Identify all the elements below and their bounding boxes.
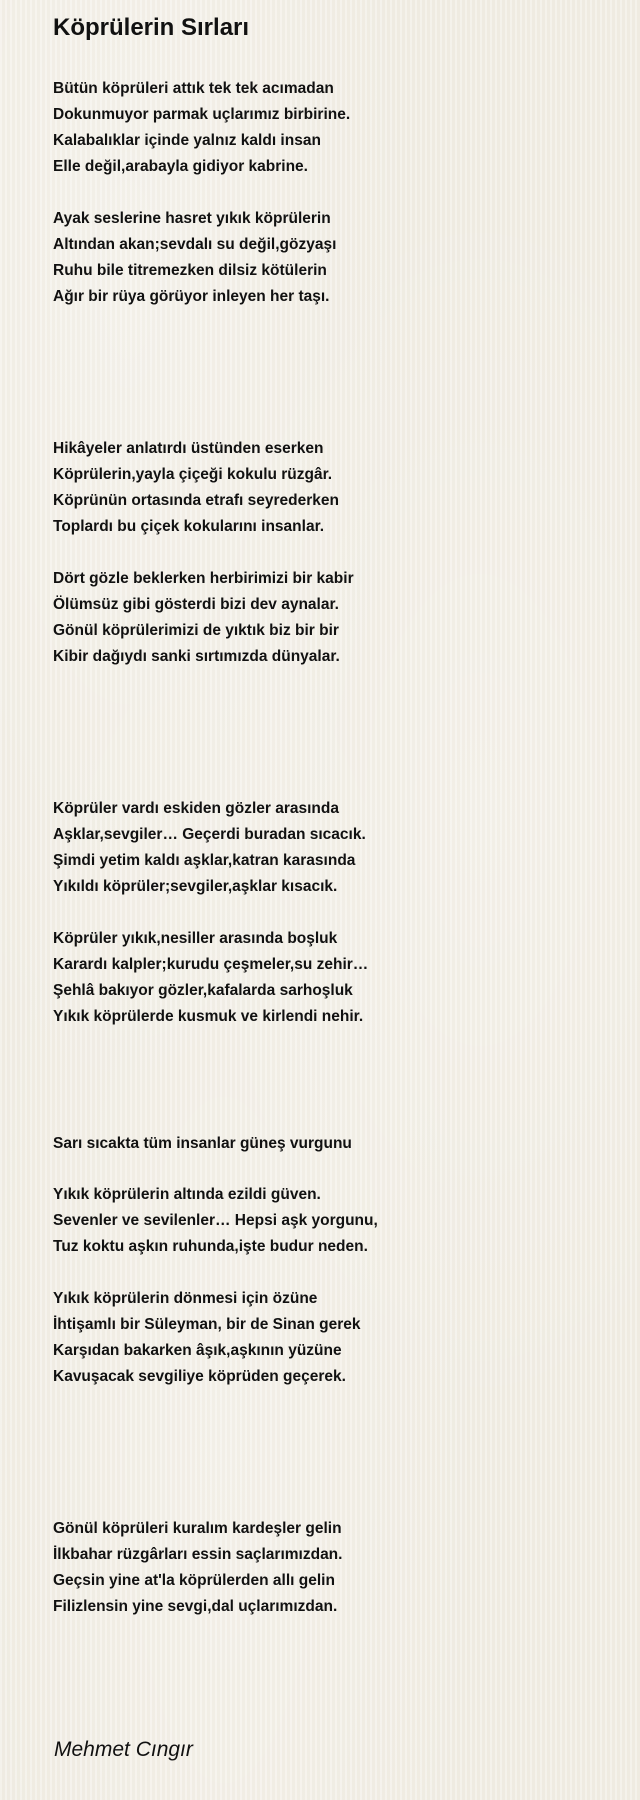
stanza-4 [53, 566, 354, 670]
poem-line: Elle değil,arabayla gidiyor kabrine. [53, 158, 308, 175]
poem-line: Sevenler ve sevilenler… Hepsi aşk yorgunu, [53, 1212, 378, 1229]
poem-line: Köprülerin,yayla çiçeği kokulu rüzgâr. [53, 466, 333, 483]
stanza-3 [53, 436, 339, 540]
stanza-10 [53, 1516, 342, 1620]
stanza-8 [53, 1182, 378, 1260]
poem-line: Sarı sıcakta tüm insanlar güneş vurgunu [53, 1135, 352, 1152]
stanza-5 [53, 796, 366, 900]
poem-line: Ölümsüz gibi gösterdi bizi dev aynalar. [53, 596, 339, 613]
poem-line: Ağır bir rüya görüyor inleyen her taşı. [53, 288, 330, 305]
poem-line: İlkbahar rüzgârları essin saçlarımızdan. [53, 1546, 343, 1563]
poem-line: Toplardı bu çiçek kokularını insanlar. [53, 518, 325, 535]
poem-line: Şehlâ bakıyor gözler,kafalarda sarhoşluk [53, 982, 353, 999]
poem-line: İhtişamlı bir Süleyman, bir de Sinan gerek [53, 1316, 361, 1333]
poem-line: Kalabalıklar içinde yalnız kaldı insan [53, 132, 321, 149]
poem-line: Yıkık köprülerin altında ezildi güven. [53, 1186, 321, 1203]
poem-line: Dokunmuyor parmak uçlarımız birbirine. [53, 106, 351, 123]
poem-line: Ayak seslerine hasret yıkık köprülerin [53, 210, 331, 227]
poem-line: Kibir dağıydı sanki sırtımızda dünyalar. [53, 648, 340, 665]
poem-line: Tuz koktu aşkın ruhunda,işte budur neden. [53, 1238, 368, 1255]
poem-line: Yıkık köprülerin dönmesi için özüne [53, 1290, 318, 1307]
poem-line: Altından akan;sevdalı su değil,gözyaşı [53, 236, 337, 253]
poem-line: Kavuşacak sevgiliye köprüden geçerek. [53, 1368, 346, 1385]
poem-line: Aşklar,sevgiler… Geçerdi buradan sıcacık. [53, 826, 366, 843]
poem-line: Filizlensin yine sevgi,dal uçlarımızdan. [53, 1598, 338, 1615]
poem-title: Köprülerin Sırları [53, 14, 250, 41]
stanza-1 [53, 76, 350, 180]
poem-line: Hikâyeler anlatırdı üstünden eserken [53, 440, 324, 457]
poem-line: Gönül köprüleri kuralım kardeşler gelin [53, 1520, 342, 1537]
poem-line: Ruhu bile titremezken dilsiz kötülerin [53, 262, 327, 279]
poem-line: Geçsin yine at'la köprülerden allı gelin [53, 1572, 335, 1589]
stanza-6 [53, 926, 368, 1030]
poem-line: Şimdi yetim kaldı aşklar,katran karasında [53, 852, 356, 869]
poem-line: Köprüler yıkık,nesiller arasında boşluk [53, 930, 338, 947]
stanza-2 [53, 206, 336, 310]
poem-line: Karşıdan bakarken âşık,aşkının yüzüne [53, 1342, 342, 1359]
poem-line: Yıkık köprülerde kusmuk ve kirlendi nehir. [53, 1008, 364, 1025]
poem-line: Köprüler vardı eskiden gözler arasında [53, 800, 339, 817]
poem-line: Köprünün ortasında etrafı seyrederken [53, 492, 339, 509]
poem-author: Mehmet Cıngır [54, 1738, 193, 1761]
poem-line: Karardı kalpler;kurudu çeşmeler,su zehir… [53, 956, 369, 973]
poem-line: Yıkıldı köprüler;sevgiler,aşklar kısacık. [53, 878, 338, 895]
stanza-7 [53, 1131, 352, 1157]
poem-line: Bütün köprüleri attık tek tek acımadan [53, 80, 334, 97]
poem-line: Gönül köprülerimizi de yıktık biz bir bir [53, 622, 339, 639]
poem-line: Dört gözle beklerken herbirimizi bir kabir [53, 570, 354, 587]
stanza-9 [53, 1286, 361, 1390]
